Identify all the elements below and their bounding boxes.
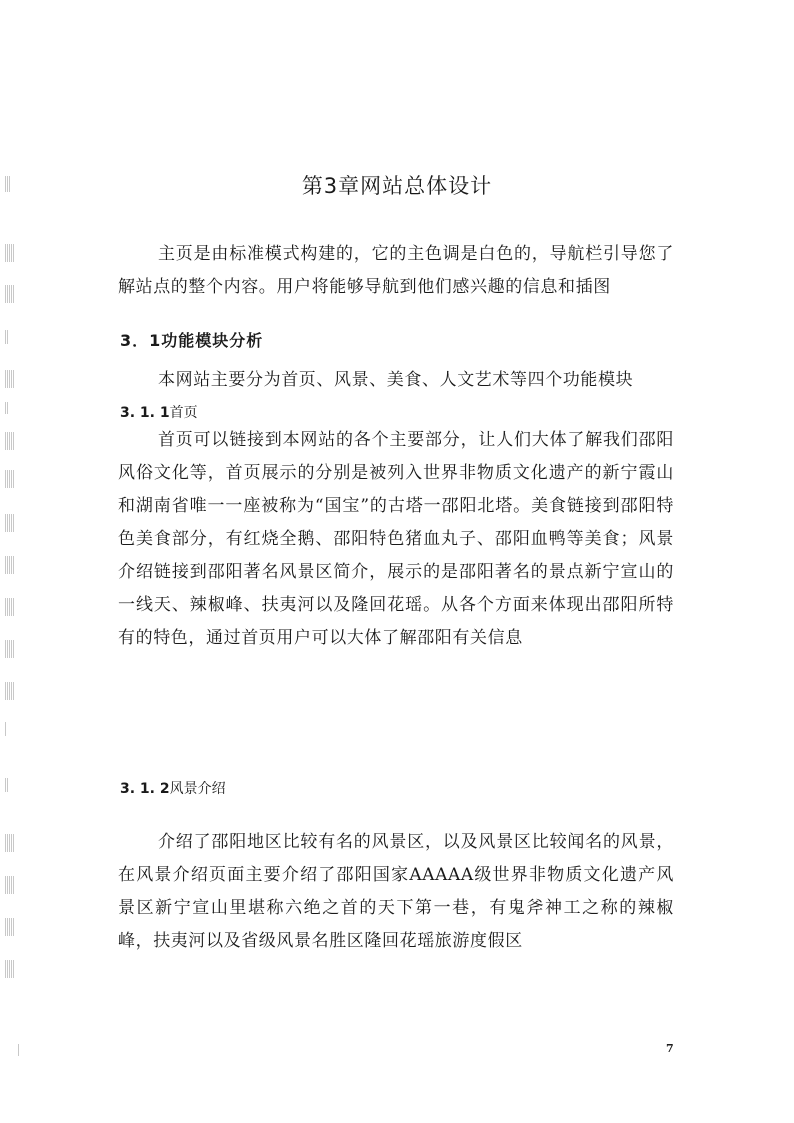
section-3-1-1-text: 首页可以链接到本网站的各个主要部分，让人们大体了解我们邵阳风俗文化等，首页展示的分别是被列入世界非物质文化遗产的新宁霞山和湖南省唯一一座被称为“国宝”的古塔一邵阳北塔。美食链接到邵阳特色美食部分，有红烧全鹅、邵阳特色猪血丸子、邵阳血鸭等美食；风景介绍链接到邵阳著名风景区简介，展示的是邵阳著名的景点新宁宣山的一线天、辣椒峰、扶夷河以及隆回花瑶。从各个方面来体现出邵阳所特有的特色，通过首页用户可以大体了解邵阳有关信息 bbox=[118, 430, 674, 648]
gutter-mark bbox=[5, 330, 9, 344]
section-3-1-2-text: 介绍了邵阳地区比较有名的风景区，以及风景区比较闻名的风景，在风景介绍页面主要介绍了邵阳国家AAAAA级世界非物质文化遗产风景区新宁宣山里堪称六绝之首的天下第一巷，有鬼斧神工之称的辣椒峰，扶夷河以及省级风景名胜区隆回花瑶旅游度假区 bbox=[118, 832, 674, 951]
section-number: 3. 1. 1 bbox=[120, 405, 170, 421]
section-title: 风景介绍 bbox=[169, 781, 226, 797]
gutter-mark bbox=[5, 470, 15, 488]
section-3-1-text: 本网站主要分为首页、风景、美食、人文艺术等四个功能模块 bbox=[158, 370, 634, 390]
section-number: 3. 1. 2 bbox=[120, 781, 170, 797]
section-3-1-2-paragraph bbox=[118, 826, 674, 958]
gutter-mark bbox=[5, 834, 15, 852]
gutter-mark bbox=[5, 402, 8, 414]
section-3-1-paragraph bbox=[118, 364, 674, 397]
gutter-mark bbox=[5, 244, 15, 262]
gutter-mark bbox=[18, 1044, 20, 1056]
section-heading-3-1-1 bbox=[120, 402, 198, 422]
page-number: 7 bbox=[666, 1042, 674, 1055]
intro-paragraph bbox=[118, 238, 674, 304]
gutter-mark bbox=[5, 432, 15, 450]
gutter-mark bbox=[5, 285, 15, 303]
chapter-title: 第3章网站总体设计 bbox=[301, 174, 493, 198]
gutter-mark bbox=[5, 640, 15, 658]
gutter-mark bbox=[5, 598, 15, 616]
section-heading-3-1-2 bbox=[120, 778, 226, 798]
gutter-mark bbox=[5, 556, 15, 574]
section-number: 3．1 bbox=[120, 331, 162, 350]
gutter-mark bbox=[5, 918, 15, 936]
gutter-mark bbox=[5, 722, 7, 736]
gutter-mark bbox=[5, 778, 8, 792]
gutter-mark bbox=[5, 682, 15, 700]
gutter-mark bbox=[5, 370, 15, 388]
gutter-mark bbox=[5, 960, 15, 978]
intro-text: 主页是由标准模式构建的，它的主色调是白色的，导航栏引导您了解站点的整个内容。用户将能够导航到他们感兴趣的信息和插图 bbox=[118, 244, 674, 297]
gutter-mark bbox=[5, 514, 15, 532]
section-heading-3-1 bbox=[120, 328, 263, 351]
section-3-1-1-paragraph bbox=[118, 424, 674, 655]
section-title: 功能模块分析 bbox=[161, 331, 264, 350]
section-title: 首页 bbox=[169, 405, 198, 421]
gutter-mark bbox=[5, 876, 15, 894]
